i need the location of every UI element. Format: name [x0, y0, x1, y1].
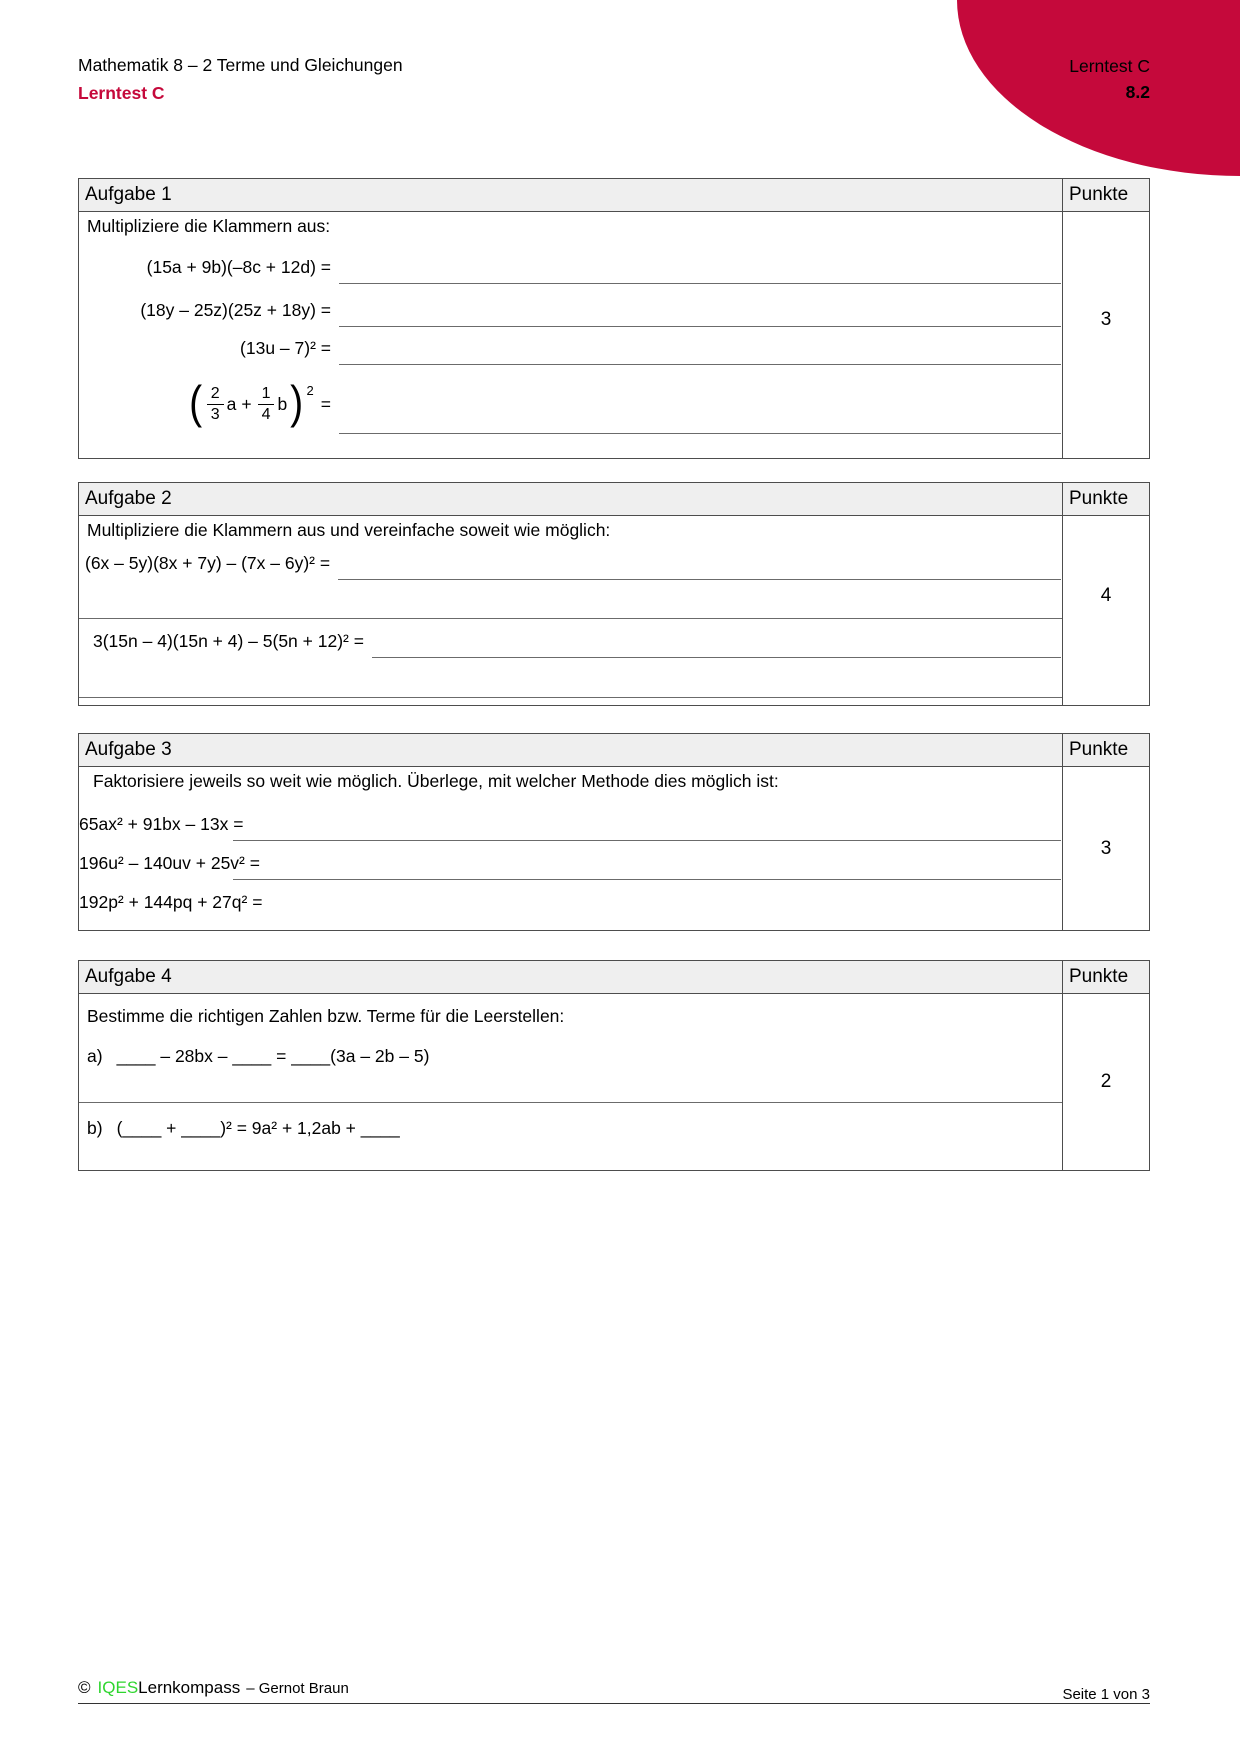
denominator: 3 — [210, 406, 220, 423]
task-1-header — [79, 179, 1149, 212]
footer-author: – Gernot Braun — [246, 1680, 349, 1697]
answer-line — [233, 840, 1061, 841]
task-4-instruction: Bestimme die richtigen Zahlen bzw. Terme für die Leerstellen: — [87, 1006, 565, 1026]
equation-text: 3(15n – 4)(15n + 4) – 5(5n + 12)² = — [93, 631, 364, 651]
task-1-equation-row — [79, 327, 1062, 365]
document-header — [78, 54, 403, 105]
task-3-header — [79, 734, 1149, 767]
item-expression: (____ + ____)² = 9a² + 1,2ab + ____ — [116, 1118, 400, 1138]
numerator: 2 — [207, 385, 224, 405]
task-4-title: Aufgabe 4 — [85, 966, 172, 987]
row-divider-line — [79, 1102, 1062, 1103]
task-3-points-header: Punkte — [1062, 734, 1149, 766]
answer-line — [339, 433, 1061, 434]
item-label: b) — [87, 1118, 103, 1138]
task-1-points-value: 3 — [1062, 212, 1149, 458]
task-3-body — [79, 767, 1062, 930]
task-3-title: Aufgabe 3 — [85, 739, 172, 760]
brand-lernkompass: Lernkompass — [138, 1678, 241, 1697]
task-1-title: Aufgabe 1 — [85, 184, 172, 205]
answer-line — [372, 657, 1061, 658]
equation-text: (15a + 9b)(–8c + 12d) = — [146, 257, 331, 277]
answer-line — [339, 283, 1061, 284]
equation-text: 196u² – 140uv + 25v² = — [79, 853, 260, 873]
task-1-points-header: Punkte — [1062, 179, 1149, 211]
open-paren: ( — [189, 376, 203, 428]
equation-text: 192p² + 144pq + 27q² = — [79, 892, 263, 912]
task-4-points-value: 2 — [1062, 994, 1149, 1170]
equals-sign: = — [320, 394, 331, 414]
equation-text: (18y – 25z)(25z + 18y) = — [140, 300, 331, 320]
task-2-equation-row — [79, 622, 1062, 658]
equation-text: (6x – 5y)(8x + 7y) – (7x – 6y)² = — [85, 553, 331, 573]
copyright-icon: © — [78, 1678, 91, 1697]
page-number: Seite 1 von 3 — [1062, 1686, 1150, 1703]
corner-badge-text — [1069, 56, 1150, 103]
answer-line — [338, 579, 1061, 580]
answer-line-full — [79, 697, 1062, 698]
task-1-equation-row — [79, 289, 1062, 327]
task-3-points-value: 3 — [1062, 767, 1149, 930]
corner-test-name: Lerntest C — [1069, 56, 1150, 76]
task-4-item-b — [87, 1118, 1054, 1139]
variable: a — [226, 394, 237, 414]
task-3-instruction: Faktorisiere jeweils so weit wie möglich. Überlege, mit welcher Methode dies möglich ist: — [93, 771, 779, 791]
task-4-item-a — [87, 1046, 1054, 1067]
task-table-3 — [78, 733, 1150, 931]
task-2-body — [79, 516, 1062, 705]
task-table-4 — [78, 960, 1150, 1171]
task-3-equation-row — [79, 842, 1062, 880]
task-3-equation-row — [79, 881, 1062, 919]
test-title: Lerntest C — [78, 82, 165, 103]
task-4-header — [79, 961, 1149, 994]
task-table-1 — [78, 178, 1150, 459]
task-2-header — [79, 483, 1149, 516]
equation-text: (13u – 7)² = — [240, 338, 331, 358]
fraction-equation — [79, 376, 331, 434]
item-expression: ____ – 28bx – ____ = ____(3a – 2b – 5) — [116, 1046, 430, 1066]
course-title: Mathematik 8 – 2 Terme und Gleichungen — [78, 55, 403, 75]
close-paren: ) — [290, 376, 304, 428]
fraction — [258, 385, 275, 425]
variable: b — [277, 394, 288, 414]
task-2-points-header: Punkte — [1062, 483, 1149, 515]
task-1-fraction-equation-row — [79, 362, 1062, 434]
fraction — [207, 385, 224, 425]
numerator: 1 — [258, 385, 275, 405]
task-1-equation-row — [79, 246, 1062, 284]
footer-brand — [78, 1678, 349, 1698]
task-1-body — [79, 212, 1062, 458]
exponent: 2 — [306, 383, 314, 398]
corner-code: 8.2 — [1125, 82, 1150, 102]
task-table-2 — [78, 482, 1150, 706]
task-2-points-value: 4 — [1062, 516, 1149, 705]
task-4-body — [79, 994, 1062, 1170]
footer-rule — [78, 1703, 1150, 1704]
item-label: a) — [87, 1046, 103, 1066]
equation-text: 65ax² + 91bx – 13x = — [79, 814, 244, 834]
task-3-equation-row — [79, 803, 1062, 841]
task-1-instruction: Multipliziere die Klammern aus: — [87, 216, 331, 236]
brand-iqes: IQES — [97, 1678, 139, 1697]
task-2-equation-row — [79, 544, 1062, 580]
plus-operator: + — [241, 394, 252, 414]
denominator: 4 — [261, 406, 271, 423]
task-4-points-header: Punkte — [1062, 961, 1149, 993]
task-2-instruction: Multipliziere die Klammern aus und vereinfache soweit wie möglich: — [87, 520, 611, 540]
answer-line-full — [79, 618, 1062, 619]
task-2-title: Aufgabe 2 — [85, 488, 172, 509]
answer-line — [233, 879, 1061, 880]
